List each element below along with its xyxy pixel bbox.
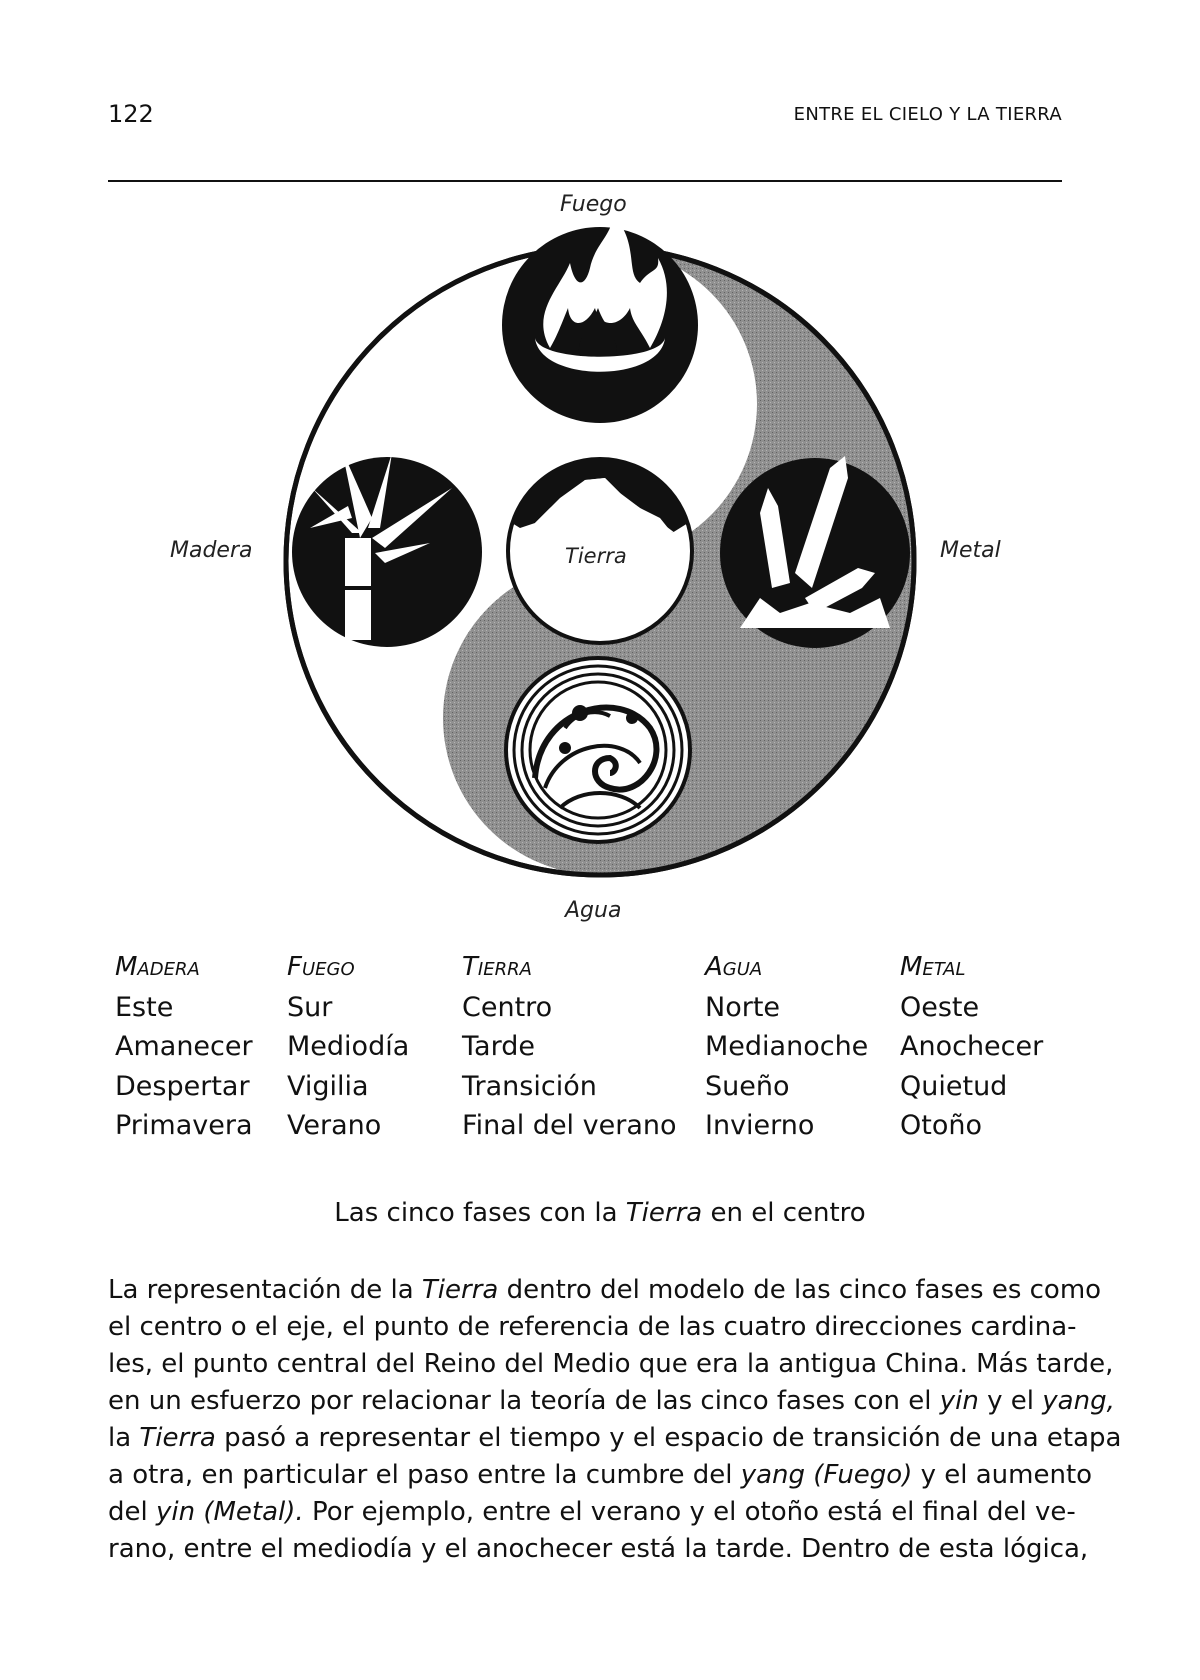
table-cell: Transición xyxy=(462,1070,597,1102)
table-cell: Despertar xyxy=(115,1070,250,1102)
column-agua xyxy=(705,948,868,1146)
text-line: el centro o el eje, el punto de referencia de las cuatro direcciones cardina- xyxy=(108,1312,1077,1342)
table-cell: Amanecer xyxy=(115,1031,253,1062)
body-paragraph xyxy=(108,1272,1122,1568)
figure-caption xyxy=(0,1198,1200,1228)
text-line: les, el punto central del Reino del Medio que era la antigua China. Más tarde, xyxy=(108,1349,1114,1379)
column-header: Agua xyxy=(705,952,763,982)
text-line: del yin (Metal). Por ejemplo, entre el verano y el otoño está el final del ve- xyxy=(108,1497,1076,1527)
caption-text: Las cinco fases con la xyxy=(334,1198,626,1228)
column-fuego xyxy=(287,948,409,1146)
table-cell: Este xyxy=(115,991,174,1023)
label-agua: Agua xyxy=(565,898,622,923)
table-cell: Quietud xyxy=(900,1070,1008,1102)
wave-icon xyxy=(506,658,690,842)
column-madera xyxy=(115,948,253,1146)
text-line: en un esfuerzo por relacionar la teoría de las cinco fases con el yin y el yang, xyxy=(108,1386,1115,1416)
text-line: a otra, en particular el paso entre la cumbre del yang (Fuego) y el aumento xyxy=(108,1460,1093,1490)
label-fuego: Fuego xyxy=(560,192,627,217)
table-cell: Otoño xyxy=(900,1110,982,1141)
label-metal: Metal xyxy=(940,538,1001,563)
table-cell: Norte xyxy=(705,991,781,1023)
table-cell: Tarde xyxy=(462,1031,535,1062)
header-rule xyxy=(108,180,1062,182)
five-phases-diagram xyxy=(0,188,1200,928)
fire-icon xyxy=(502,213,698,423)
text-line: rano, entre el mediodía y el anochecer está la tarde. Dentro de esta lógica, xyxy=(108,1534,1089,1564)
column-header: Tierra xyxy=(462,952,532,982)
caption-text: en el centro xyxy=(702,1198,866,1228)
table-cell: Anochecer xyxy=(900,1031,1044,1062)
table-cell: Final del verano xyxy=(462,1110,677,1141)
table-cell: Invierno xyxy=(705,1110,815,1141)
column-metal xyxy=(900,948,1043,1146)
label-madera: Madera xyxy=(170,538,253,563)
column-header: Metal xyxy=(900,952,966,982)
table-cell: Sueño xyxy=(705,1070,790,1102)
table-cell: Primavera xyxy=(115,1110,253,1141)
label-tierra: Tierra xyxy=(565,544,627,568)
column-header: Madera xyxy=(115,952,200,982)
text-line: La representación de la Tierra dentro del modelo de las cinco fases es como xyxy=(108,1275,1102,1305)
table-cell: Mediodía xyxy=(287,1031,410,1062)
table-cell: Oeste xyxy=(900,991,980,1023)
table-cell: Medianoche xyxy=(705,1031,869,1062)
table-cell: Verano xyxy=(287,1110,382,1141)
column-tierra xyxy=(462,948,677,1146)
table-cell: Centro xyxy=(462,991,553,1023)
table-cell: Sur xyxy=(287,991,333,1023)
running-title: ENTRE EL CIELO Y LA TIERRA xyxy=(793,104,1062,125)
caption-emphasis: Tierra xyxy=(625,1198,703,1228)
phase-correspondence-table xyxy=(115,948,1075,1141)
column-header: Fuego xyxy=(287,952,355,982)
page-number: 122 xyxy=(108,100,154,128)
text-line: la Tierra pasó a representar el tiempo y el espacio de transición de una etapa xyxy=(108,1423,1122,1453)
table-cell: Vigilia xyxy=(287,1070,369,1102)
